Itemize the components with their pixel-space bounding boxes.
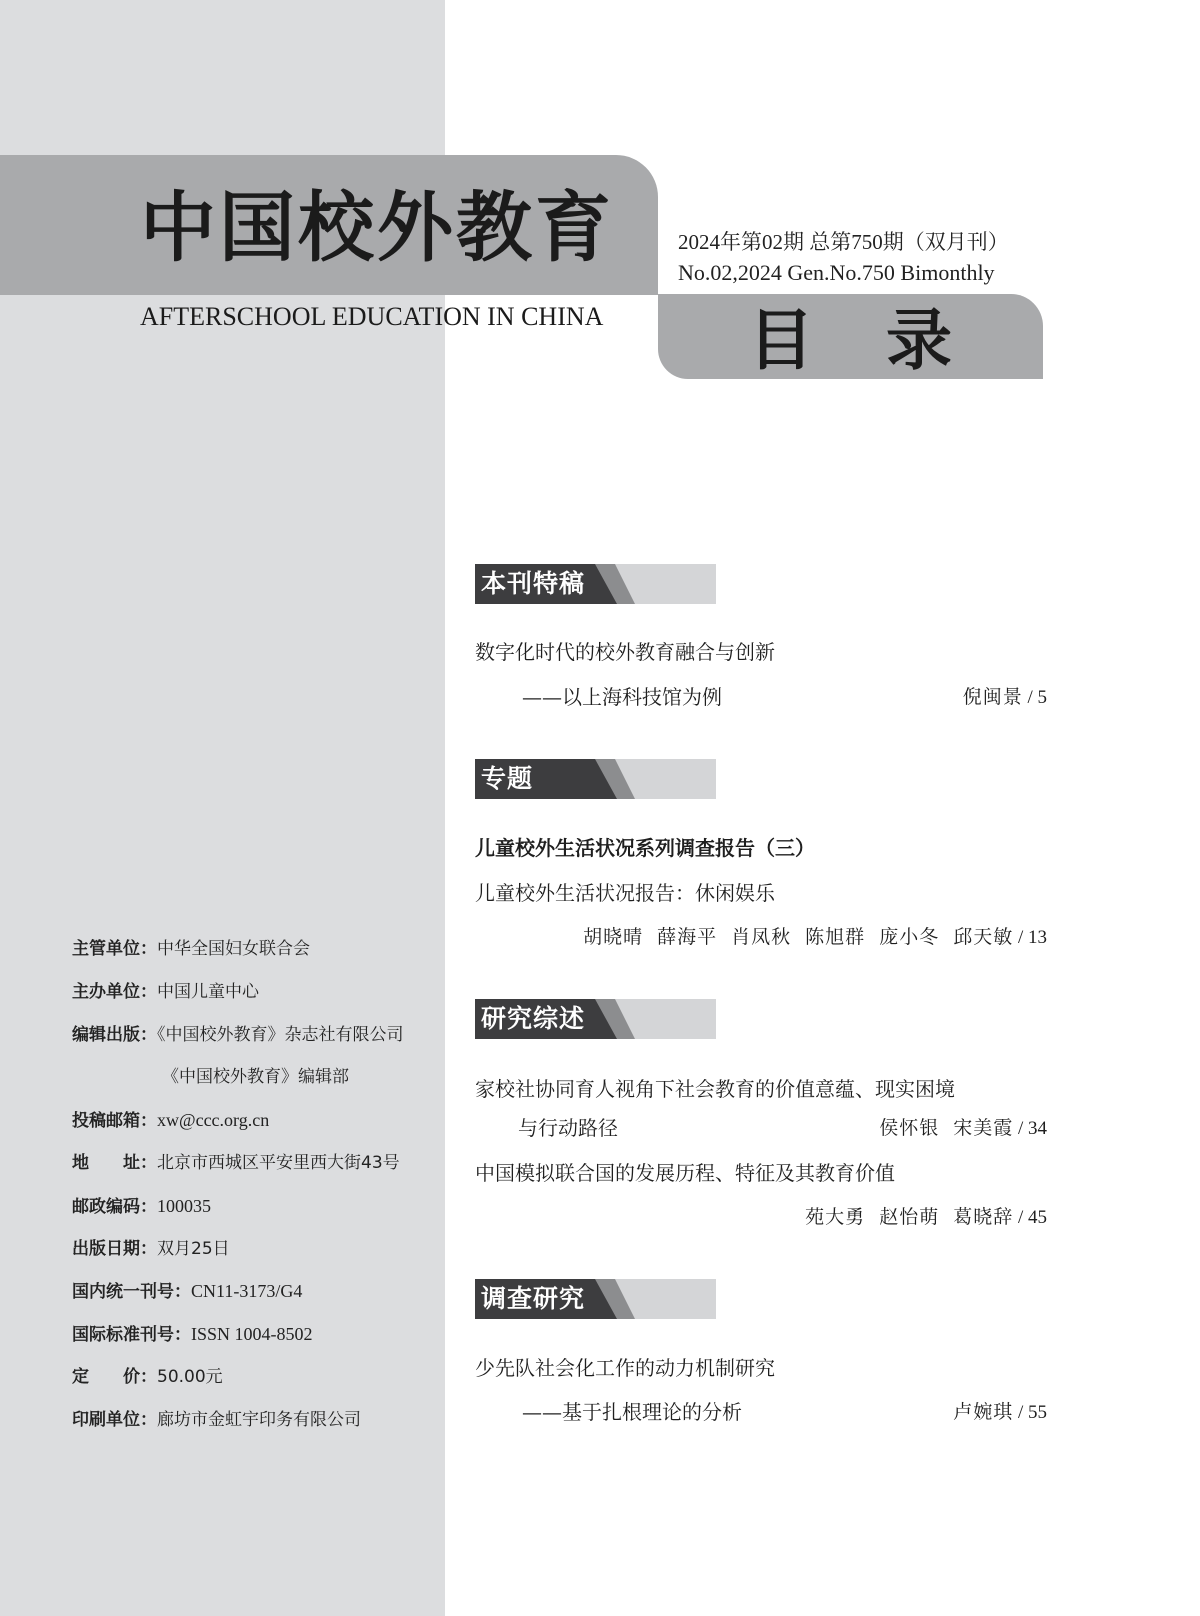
toc-entry-subtitle: ——基于扎根理论的分析 [522,1400,742,1424]
author-name: 邱天敏 [953,926,1014,948]
author-name: 胡晓晴 [583,926,644,948]
section-label: 本刊特稿 [481,569,586,598]
info-row-editorial-office: 《中国校外教育》编辑部 [162,1067,349,1088]
toc-entry-title[interactable]: 家校社协同育人视角下社会教育的价值意蕴、现实困境 [475,1077,955,1101]
journal-title-english: AFTERSCHOOL EDUCATION IN CHINA [140,302,604,331]
author-name: 宋美霞 [953,1117,1014,1139]
toc-entry-title[interactable]: 中国模拟联合国的发展历程、特征及其教育价值 [475,1161,895,1185]
author-list [569,926,1013,948]
publisher-info [72,935,442,1449]
toc-entry-title-cont[interactable]: 与行动路径 [518,1116,618,1140]
page-number: 5 [1037,687,1047,708]
info-row-supervisor: 主管单位：中华全国妇女联合会 [72,939,310,959]
author-list [791,1206,1013,1228]
page-number: 34 [1028,1118,1047,1139]
issue-info-cn: 2024年第02期 总第750期（双月刊） [678,230,1009,254]
author-name: 陈旭群 [805,926,866,948]
page-separator: / [1013,1402,1028,1423]
toc-entry-byline [791,1203,1047,1232]
info-row-email: 投稿邮箱：xw@ccc.org.cn [72,1110,270,1132]
info-row-printer: 印刷单位：廊坊市金虹宇印务有限公司 [72,1409,361,1430]
info-row-issn: 国际标准刊号：ISSN 1004-8502 [72,1324,313,1346]
author-name: 葛晓辞 [953,1206,1014,1228]
toc-entry-title[interactable]: 少先队社会化工作的动力机制研究 [475,1356,775,1380]
author-name: 卢婉琪 [953,1401,1014,1423]
author-list [865,1117,1013,1139]
author-list [939,1401,1013,1423]
page-separator: / [1022,687,1038,708]
author-name: 侯怀银 [879,1117,940,1139]
toc-entry-byline [569,923,1047,952]
info-row-price: 定 价：50.00元 [72,1366,223,1387]
issue-info-en: No.02,2024 Gen.No.750 Bimonthly [678,260,995,285]
info-row-address: 地 址：北京市西城区平安里西大街43号 [72,1152,400,1173]
info-row-publish-date: 出版日期：双月25日 [72,1238,230,1259]
info-row-editor-publisher: 编辑出版：《中国校外教育》杂志社有限公司 [72,1024,404,1045]
section-header-special-feature [475,564,716,604]
page-number: 55 [1028,1402,1047,1423]
section-header-topic [475,759,716,799]
info-row-sponsor: 主办单位：中国儿童中心 [72,981,259,1002]
author-name: 肖凤秋 [731,926,792,948]
info-row-postcode: 邮政编码：100035 [72,1195,211,1217]
contents-heading: 目录 [748,301,1024,379]
toc-entry-title[interactable]: 数字化时代的校外教育融合与创新 [475,640,775,664]
page-separator: / [1013,1207,1028,1228]
section-header-survey [475,1279,716,1319]
author-name: 薛海平 [657,926,718,948]
toc-entry-byline [949,683,1047,712]
author-name: 赵怡萌 [879,1206,940,1228]
author-name: 苑大勇 [805,1206,866,1228]
journal-title: 中国校外教育 [140,183,614,272]
toc-entry-byline [865,1114,1047,1143]
toc-series-title: 儿童校外生活状况系列调查报告（三） [475,836,815,860]
info-row-cn-number: 国内统一刊号：CN11-3173/G4 [72,1281,303,1303]
page-number: 45 [1028,1207,1047,1228]
toc-entry-subtitle: ——以上海科技馆为例 [522,685,722,709]
author-name: 倪闽景 [962,686,1023,708]
page-separator: / [1013,1118,1028,1139]
author-list [949,686,1023,708]
section-label: 调查研究 [481,1284,586,1313]
page-separator: / [1013,927,1028,948]
toc-entry-byline [939,1398,1047,1427]
toc-entry-title[interactable]: 儿童校外生活状况报告：休闲娱乐 [475,881,775,905]
section-header-review [475,999,716,1039]
author-name: 庞小冬 [879,926,940,948]
section-label: 研究综述 [481,1004,586,1033]
section-label: 专题 [481,764,534,793]
page-number: 13 [1028,927,1047,948]
